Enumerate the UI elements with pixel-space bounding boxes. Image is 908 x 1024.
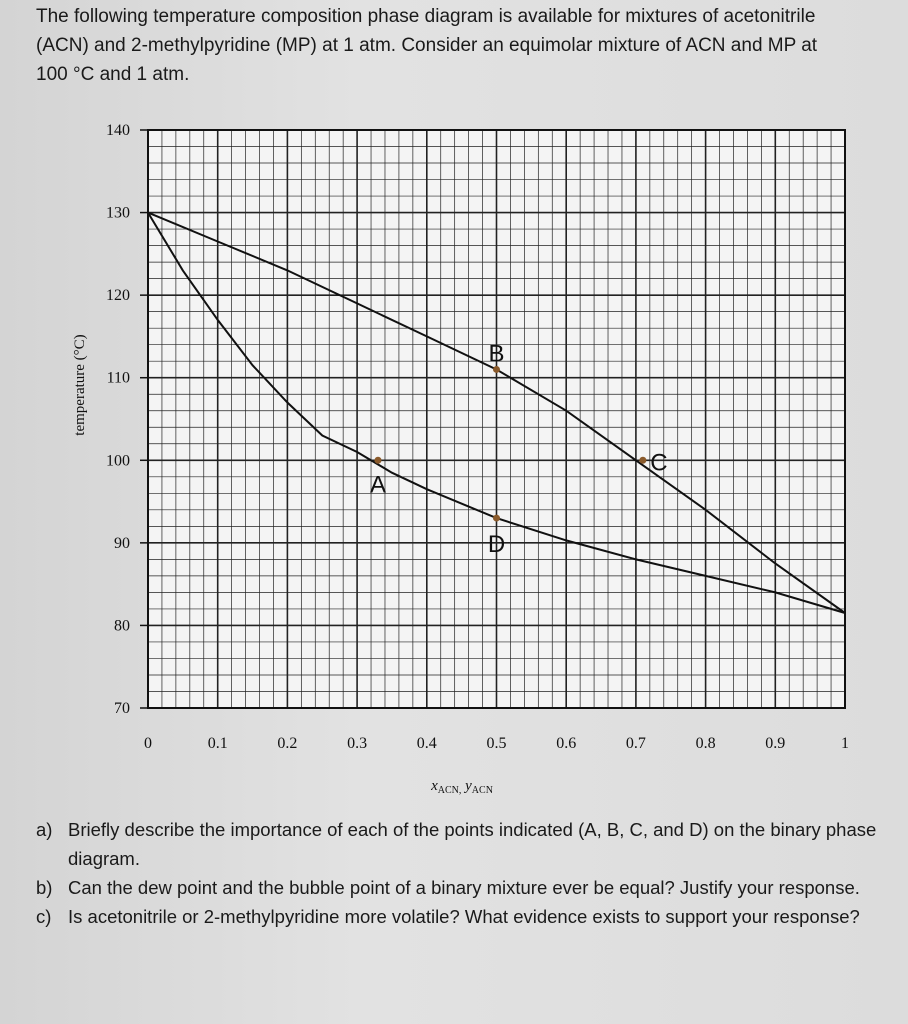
y-tick-label: 100 [106,452,130,470]
x-axis-label-sub: ACN, [437,785,462,796]
x-tick-label: 0.9 [765,735,786,752]
y-tick-label: 70 [114,700,130,717]
problem-statement [36,2,896,89]
question-c [36,902,896,931]
x-tick-label: 0.2 [277,735,298,752]
question-a [36,815,896,873]
x-axis-label-var: y [465,778,472,794]
y-tick-label: 90 [114,534,130,552]
x-tick-label: 0.8 [695,735,716,752]
y-axis-label: temperature (°C) [72,334,88,436]
y-tick-label: 110 [106,369,130,387]
x-tick-label: 0.4 [416,735,437,752]
chart-grid [148,130,845,708]
point-d-label: D [487,531,506,559]
question-b-text: Can the dew point and the bubble point of a binary mixture ever be equal? Justify your response. [68,877,860,898]
question-a-text: Briefly describe the importance of each of the points indicated (A, B, C, and D) on the binary phase diagram. [68,819,877,869]
question-a-label: a) [36,819,53,840]
intro-line-2: (ACN) and 2-methylpyridine (MP) at 1 atm. Consider an equimolar mixture of ACN and MP at [36,35,818,56]
y-tick-label: 120 [106,287,130,305]
x-tick-label: 1 [841,735,849,752]
x-tick-label: 0.5 [486,735,507,752]
question-b-label: b) [36,877,53,898]
question-c-text: Is acetonitrile or 2-methylpyridine more volatile? What evidence exists to support your response? [68,906,860,927]
phase-diagram-chart [0,110,908,810]
point-b-label: B [488,340,505,368]
point-c-marker [639,457,646,464]
point-a-label: A [370,471,387,499]
intro-line-3: 100 °C and 1 atm. [36,64,190,85]
x-tick-label: 0.7 [625,735,646,752]
x-axis-label [430,778,493,796]
point-a-marker [375,457,382,464]
y-tick-label: 130 [106,204,130,222]
x-tick-label: 0.3 [347,735,368,752]
x-tick-label: 0.1 [207,735,228,752]
question-b [36,873,896,902]
point-d-marker [493,515,500,522]
point-c-label: C [650,449,668,477]
y-tick-label: 140 [106,122,130,139]
x-axis-label-var: x [431,778,438,794]
question-list [36,815,896,931]
intro-line-1: The following temperature composition phase diagram is available for mixtures of acetonitrile [36,6,816,27]
question-c-label: c) [36,906,52,927]
x-tick-label: 0 [144,735,152,752]
x-axis-label-sub: ACN [471,785,493,796]
x-tick-label: 0.6 [556,735,577,752]
y-tick-label: 80 [114,617,130,635]
